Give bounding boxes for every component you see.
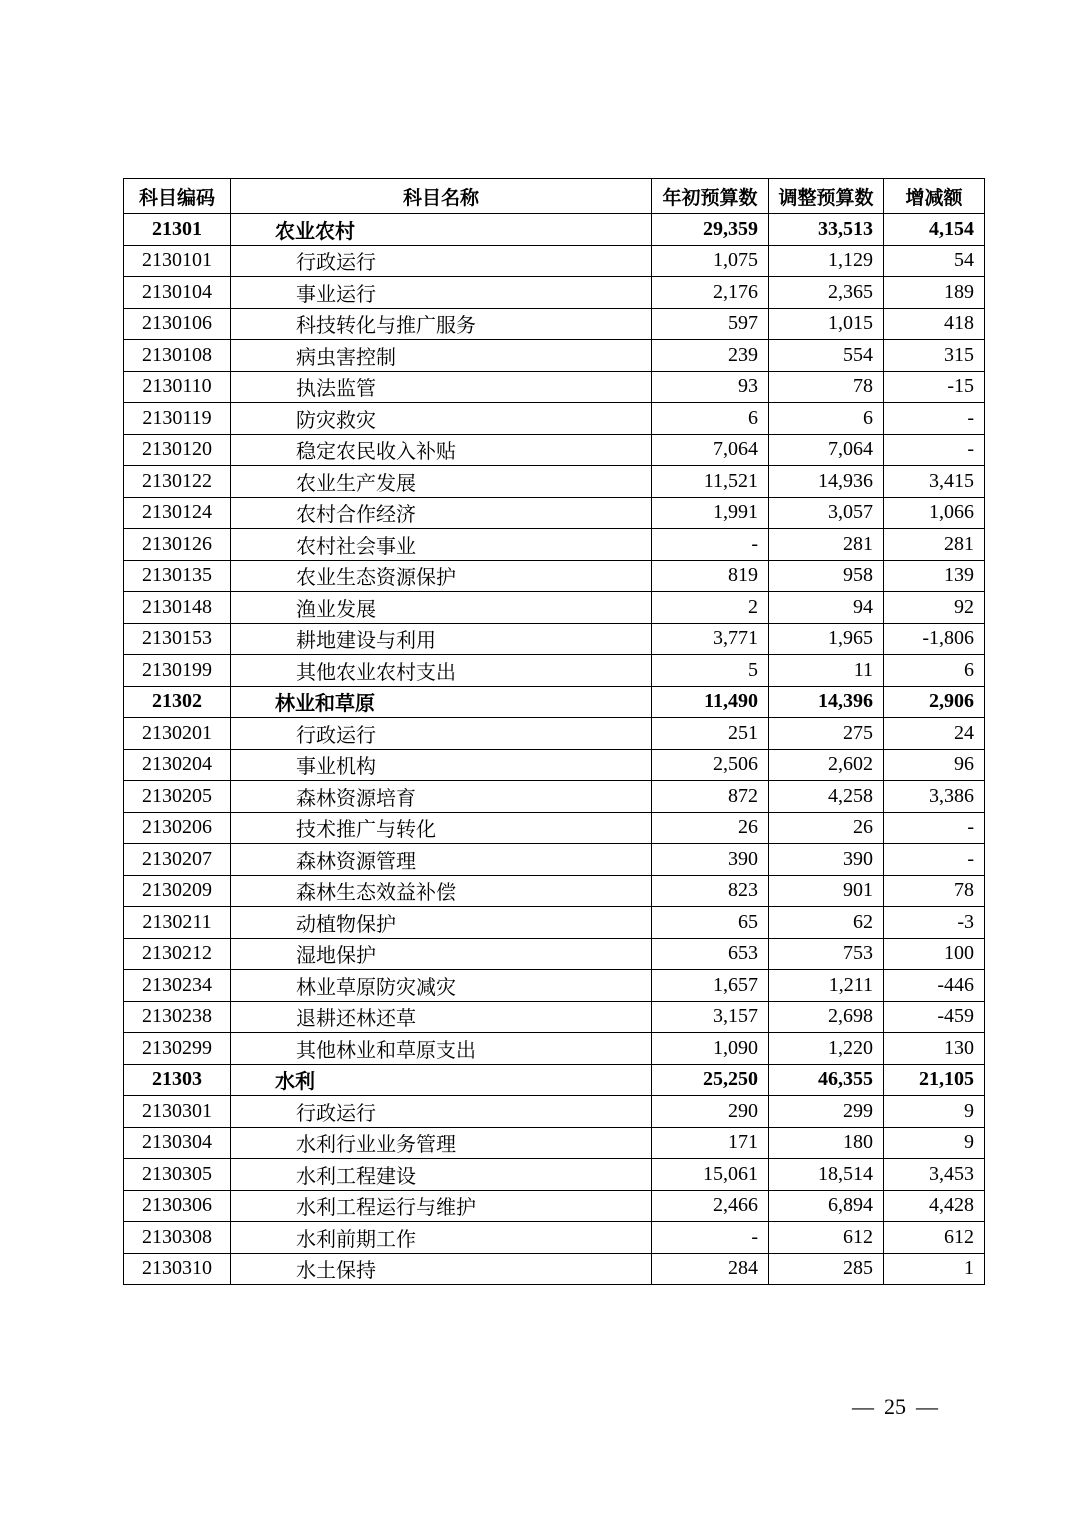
code-cell: 2130308 (124, 1222, 231, 1254)
change-amount-cell: 189 (884, 277, 985, 309)
change-amount-cell: -459 (884, 1001, 985, 1033)
adjusted-budget-cell: 26 (769, 812, 884, 844)
table-row (124, 340, 985, 372)
table-row (124, 214, 985, 246)
adjusted-budget-cell: 3,057 (769, 497, 884, 529)
name-cell: 行政运行 (231, 718, 652, 750)
code-cell: 2130238 (124, 1001, 231, 1033)
code-cell: 2130199 (124, 655, 231, 687)
table-row (124, 875, 985, 907)
adjusted-budget-cell: 18,514 (769, 1159, 884, 1191)
adjusted-budget-cell: 78 (769, 371, 884, 403)
column-header-adjusted: 调整预算数 (769, 179, 884, 214)
code-cell: 2130124 (124, 497, 231, 529)
initial-budget-cell: 3,771 (652, 623, 769, 655)
adjusted-budget-cell: 1,211 (769, 970, 884, 1002)
code-cell: 2130101 (124, 245, 231, 277)
code-cell: 2130201 (124, 718, 231, 750)
code-cell: 2130108 (124, 340, 231, 372)
name-cell: 农村社会事业 (231, 529, 652, 561)
name-cell: 水土保持 (231, 1253, 652, 1285)
name-cell: 其他林业和草原支出 (231, 1033, 652, 1065)
name-cell: 渔业发展 (231, 592, 652, 624)
change-amount-cell: 4,154 (884, 214, 985, 246)
change-amount-cell: 3,415 (884, 466, 985, 498)
change-amount-cell: - (884, 434, 985, 466)
page-number (840, 1394, 950, 1420)
initial-budget-cell: - (652, 1222, 769, 1254)
initial-budget-cell: 1,991 (652, 497, 769, 529)
change-amount-cell: 4,428 (884, 1190, 985, 1222)
name-cell: 林业和草原 (231, 686, 652, 718)
table-row (124, 970, 985, 1002)
initial-budget-cell: 2,466 (652, 1190, 769, 1222)
name-cell: 行政运行 (231, 1096, 652, 1128)
change-amount-cell: 1,066 (884, 497, 985, 529)
code-cell: 2130148 (124, 592, 231, 624)
adjusted-budget-cell: 554 (769, 340, 884, 372)
initial-budget-cell: 597 (652, 308, 769, 340)
table-row (124, 592, 985, 624)
initial-budget-cell: - (652, 529, 769, 561)
code-cell: 21301 (124, 214, 231, 246)
name-cell: 湿地保护 (231, 938, 652, 970)
code-cell: 2130120 (124, 434, 231, 466)
table-row (124, 812, 985, 844)
initial-budget-cell: 2,176 (652, 277, 769, 309)
initial-budget-cell: 251 (652, 718, 769, 750)
adjusted-budget-cell: 1,129 (769, 245, 884, 277)
adjusted-budget-cell: 285 (769, 1253, 884, 1285)
column-header-name: 科目名称 (231, 179, 652, 214)
change-amount-cell: -15 (884, 371, 985, 403)
table-row (124, 1190, 985, 1222)
change-amount-cell: 139 (884, 560, 985, 592)
page-number-value: 25 (884, 1394, 906, 1419)
column-header-change: 增减额 (884, 179, 985, 214)
initial-budget-cell: 26 (652, 812, 769, 844)
code-cell: 21303 (124, 1064, 231, 1096)
initial-budget-cell: 6 (652, 403, 769, 435)
initial-budget-cell: 239 (652, 340, 769, 372)
adjusted-budget-cell: 2,365 (769, 277, 884, 309)
initial-budget-cell: 15,061 (652, 1159, 769, 1191)
change-amount-cell: - (884, 844, 985, 876)
change-amount-cell: 54 (884, 245, 985, 277)
name-cell: 水利前期工作 (231, 1222, 652, 1254)
adjusted-budget-cell: 11 (769, 655, 884, 687)
adjusted-budget-cell: 299 (769, 1096, 884, 1128)
table-row (124, 781, 985, 813)
initial-budget-cell: 290 (652, 1096, 769, 1128)
adjusted-budget-cell: 1,220 (769, 1033, 884, 1065)
initial-budget-cell: 29,359 (652, 214, 769, 246)
code-cell: 2130205 (124, 781, 231, 813)
name-cell: 其他农业农村支出 (231, 655, 652, 687)
change-amount-cell: 6 (884, 655, 985, 687)
table-row (124, 623, 985, 655)
change-amount-cell: 9 (884, 1127, 985, 1159)
code-cell: 2130106 (124, 308, 231, 340)
code-cell: 2130301 (124, 1096, 231, 1128)
initial-budget-cell: 284 (652, 1253, 769, 1285)
change-amount-cell: 21,105 (884, 1064, 985, 1096)
initial-budget-cell: 1,657 (652, 970, 769, 1002)
change-amount-cell: -3 (884, 907, 985, 939)
change-amount-cell: 92 (884, 592, 985, 624)
name-cell: 耕地建设与利用 (231, 623, 652, 655)
adjusted-budget-cell: 958 (769, 560, 884, 592)
change-amount-cell: 78 (884, 875, 985, 907)
code-cell: 2130209 (124, 875, 231, 907)
name-cell: 林业草原防灾减灾 (231, 970, 652, 1002)
adjusted-budget-cell: 2,602 (769, 749, 884, 781)
code-cell: 21302 (124, 686, 231, 718)
name-cell: 农村合作经济 (231, 497, 652, 529)
change-amount-cell: 96 (884, 749, 985, 781)
initial-budget-cell: 390 (652, 844, 769, 876)
initial-budget-cell: 5 (652, 655, 769, 687)
adjusted-budget-cell: 180 (769, 1127, 884, 1159)
table-row (124, 529, 985, 561)
table-row (124, 1096, 985, 1128)
name-cell: 事业机构 (231, 749, 652, 781)
name-cell: 农业农村 (231, 214, 652, 246)
adjusted-budget-cell: 46,355 (769, 1064, 884, 1096)
adjusted-budget-cell: 62 (769, 907, 884, 939)
initial-budget-cell: 11,490 (652, 686, 769, 718)
change-amount-cell: - (884, 403, 985, 435)
change-amount-cell: -1,806 (884, 623, 985, 655)
initial-budget-cell: 25,250 (652, 1064, 769, 1096)
code-cell: 2130204 (124, 749, 231, 781)
table-row (124, 655, 985, 687)
adjusted-budget-cell: 2,698 (769, 1001, 884, 1033)
change-amount-cell: 315 (884, 340, 985, 372)
initial-budget-cell: 171 (652, 1127, 769, 1159)
code-cell: 2130305 (124, 1159, 231, 1191)
adjusted-budget-cell: 4,258 (769, 781, 884, 813)
name-cell: 水利行业业务管理 (231, 1127, 652, 1159)
table-row (124, 1222, 985, 1254)
table-row (124, 1159, 985, 1191)
adjusted-budget-cell: 753 (769, 938, 884, 970)
code-cell: 2130211 (124, 907, 231, 939)
change-amount-cell: 100 (884, 938, 985, 970)
table-row (124, 1001, 985, 1033)
initial-budget-cell: 653 (652, 938, 769, 970)
table-row (124, 245, 985, 277)
adjusted-budget-cell: 14,396 (769, 686, 884, 718)
adjusted-budget-cell: 33,513 (769, 214, 884, 246)
adjusted-budget-cell: 94 (769, 592, 884, 624)
table-row (124, 844, 985, 876)
change-amount-cell: 3,386 (884, 781, 985, 813)
adjusted-budget-cell: 275 (769, 718, 884, 750)
name-cell: 森林生态效益补偿 (231, 875, 652, 907)
table-row (124, 718, 985, 750)
page-number-right-dash: — (916, 1394, 938, 1419)
header-row (124, 179, 985, 214)
change-amount-cell: 1 (884, 1253, 985, 1285)
table-row (124, 1064, 985, 1096)
name-cell: 技术推广与转化 (231, 812, 652, 844)
table-body (124, 214, 985, 1285)
name-cell: 水利 (231, 1064, 652, 1096)
table-row (124, 434, 985, 466)
initial-budget-cell: 823 (652, 875, 769, 907)
name-cell: 稳定农民收入补贴 (231, 434, 652, 466)
code-cell: 2130110 (124, 371, 231, 403)
name-cell: 水利工程建设 (231, 1159, 652, 1191)
initial-budget-cell: 7,064 (652, 434, 769, 466)
table-row (124, 308, 985, 340)
change-amount-cell: 612 (884, 1222, 985, 1254)
page-number-left-dash: — (852, 1394, 874, 1419)
table-row (124, 1127, 985, 1159)
name-cell: 防灾救灾 (231, 403, 652, 435)
name-cell: 科技转化与推广服务 (231, 308, 652, 340)
initial-budget-cell: 93 (652, 371, 769, 403)
name-cell: 森林资源培育 (231, 781, 652, 813)
code-cell: 2130234 (124, 970, 231, 1002)
adjusted-budget-cell: 612 (769, 1222, 884, 1254)
name-cell: 病虫害控制 (231, 340, 652, 372)
adjusted-budget-cell: 6,894 (769, 1190, 884, 1222)
table-row (124, 560, 985, 592)
adjusted-budget-cell: 1,015 (769, 308, 884, 340)
adjusted-budget-cell: 1,965 (769, 623, 884, 655)
name-cell: 水利工程运行与维护 (231, 1190, 652, 1222)
table-row (124, 1033, 985, 1065)
name-cell: 执法监管 (231, 371, 652, 403)
table-header (124, 179, 985, 214)
change-amount-cell: 24 (884, 718, 985, 750)
table-row (124, 371, 985, 403)
initial-budget-cell: 11,521 (652, 466, 769, 498)
code-cell: 2130310 (124, 1253, 231, 1285)
column-header-initial: 年初预算数 (652, 179, 769, 214)
name-cell: 森林资源管理 (231, 844, 652, 876)
change-amount-cell: 418 (884, 308, 985, 340)
adjusted-budget-cell: 6 (769, 403, 884, 435)
change-amount-cell: 3,453 (884, 1159, 985, 1191)
table-row (124, 1253, 985, 1285)
name-cell: 动植物保护 (231, 907, 652, 939)
initial-budget-cell: 65 (652, 907, 769, 939)
code-cell: 2130212 (124, 938, 231, 970)
change-amount-cell: 130 (884, 1033, 985, 1065)
initial-budget-cell: 819 (652, 560, 769, 592)
table-row (124, 277, 985, 309)
name-cell: 行政运行 (231, 245, 652, 277)
code-cell: 2130119 (124, 403, 231, 435)
name-cell: 农业生态资源保护 (231, 560, 652, 592)
name-cell: 农业生产发展 (231, 466, 652, 498)
code-cell: 2130126 (124, 529, 231, 561)
change-amount-cell: 9 (884, 1096, 985, 1128)
adjusted-budget-cell: 901 (769, 875, 884, 907)
adjusted-budget-cell: 7,064 (769, 434, 884, 466)
code-cell: 2130153 (124, 623, 231, 655)
table-row (124, 466, 985, 498)
code-cell: 2130135 (124, 560, 231, 592)
initial-budget-cell: 2,506 (652, 749, 769, 781)
adjusted-budget-cell: 14,936 (769, 466, 884, 498)
initial-budget-cell: 1,075 (652, 245, 769, 277)
code-cell: 2130304 (124, 1127, 231, 1159)
table-row (124, 497, 985, 529)
table-row (124, 403, 985, 435)
table-row (124, 907, 985, 939)
code-cell: 2130299 (124, 1033, 231, 1065)
initial-budget-cell: 2 (652, 592, 769, 624)
initial-budget-cell: 1,090 (652, 1033, 769, 1065)
adjusted-budget-cell: 390 (769, 844, 884, 876)
budget-table (123, 178, 985, 1285)
code-cell: 2130206 (124, 812, 231, 844)
change-amount-cell: -446 (884, 970, 985, 1002)
initial-budget-cell: 872 (652, 781, 769, 813)
table-row (124, 749, 985, 781)
table-row (124, 938, 985, 970)
code-cell: 2130207 (124, 844, 231, 876)
code-cell: 2130306 (124, 1190, 231, 1222)
name-cell: 事业运行 (231, 277, 652, 309)
code-cell: 2130122 (124, 466, 231, 498)
table-row (124, 686, 985, 718)
code-cell: 2130104 (124, 277, 231, 309)
change-amount-cell: 281 (884, 529, 985, 561)
change-amount-cell: 2,906 (884, 686, 985, 718)
change-amount-cell: - (884, 812, 985, 844)
initial-budget-cell: 3,157 (652, 1001, 769, 1033)
column-header-code: 科目编码 (124, 179, 231, 214)
name-cell: 退耕还林还草 (231, 1001, 652, 1033)
adjusted-budget-cell: 281 (769, 529, 884, 561)
